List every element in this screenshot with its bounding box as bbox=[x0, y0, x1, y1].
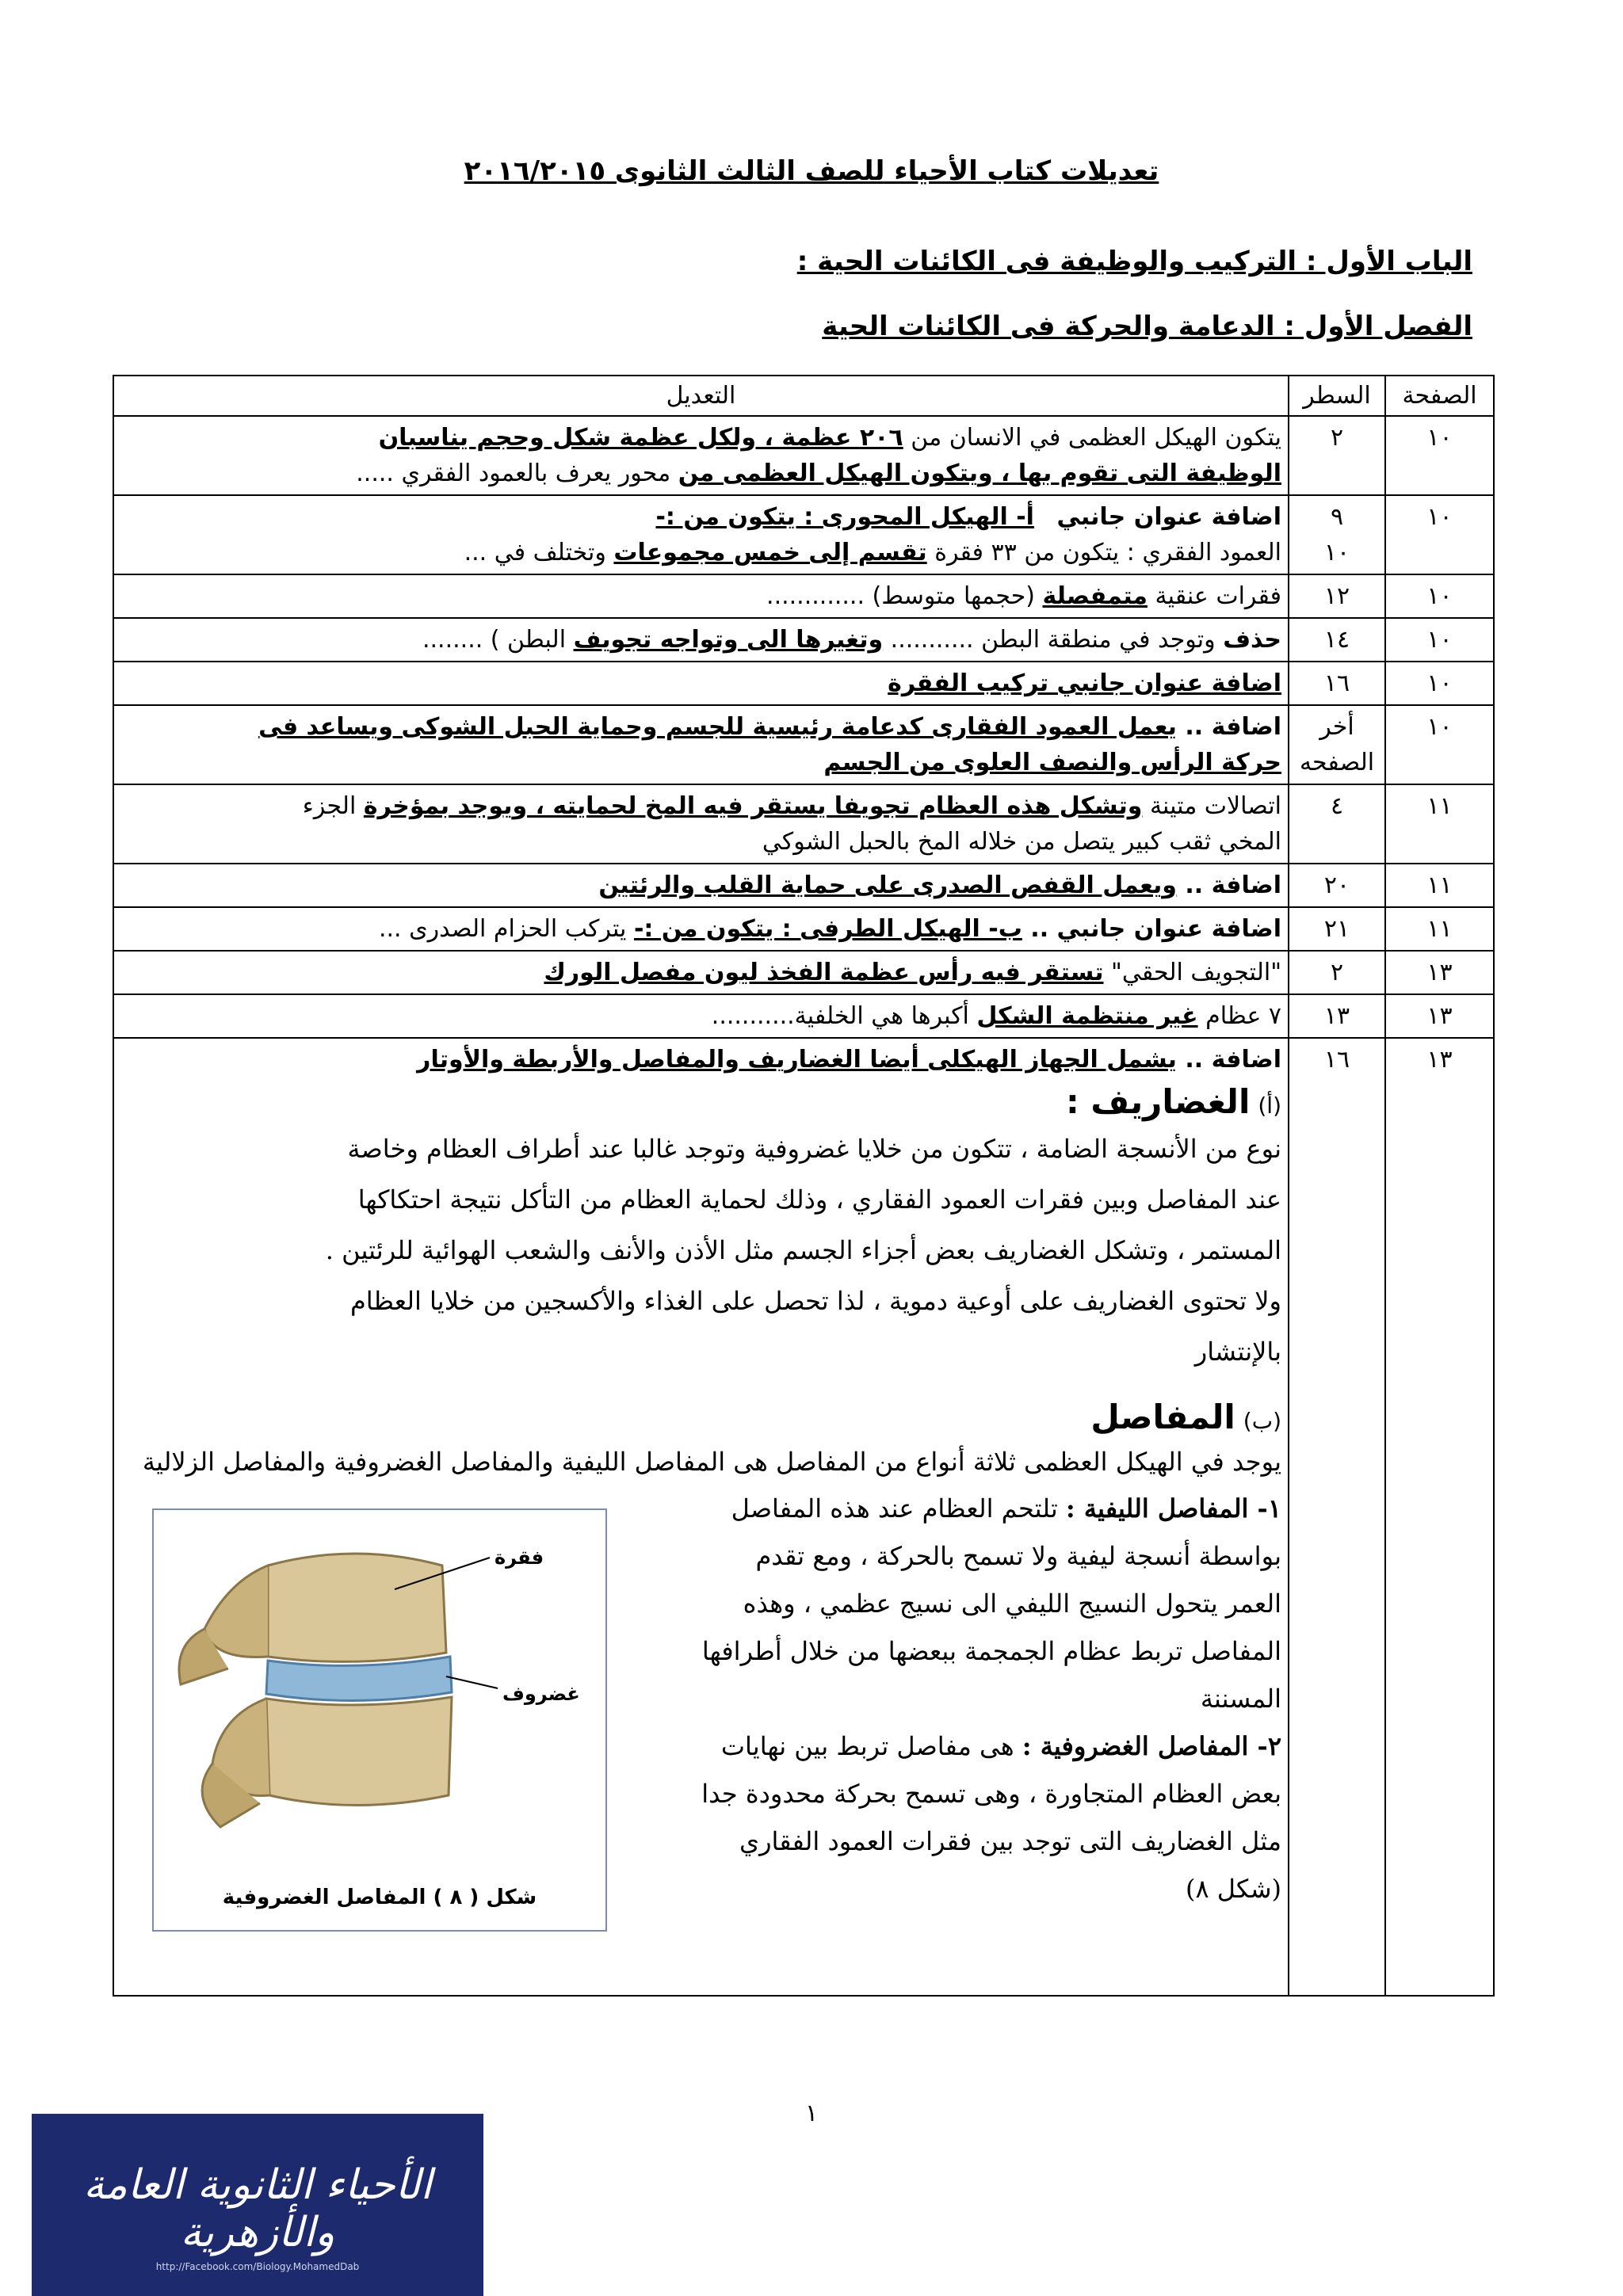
text-plain: العمود الفقري : يتكون من ٣٣ فقرة bbox=[926, 539, 1281, 566]
cell-line: ٢١ bbox=[1289, 907, 1385, 951]
cell-page: ١٠ bbox=[1385, 662, 1494, 705]
joints-types bbox=[120, 1485, 1281, 1992]
fibrous-text: تلتحم العظام عند هذه المفاصل بواسطة أنسجة ليفية ولا تسمح بالحركة ، ومع تقدم العمر يتحول النسيج الليفي الى نسيج عظمي ، وهذه المفاصل تربط عظام الجمجمة ببعضها من خلال أطرافها المسننة bbox=[701, 1493, 1281, 1714]
cell-line: ١٢ bbox=[1289, 574, 1385, 618]
cell-page: ١٠ bbox=[1385, 416, 1494, 495]
figure-caption: شكل ( ٨ ) المفاصل الغضروفية bbox=[222, 1886, 537, 1909]
label-vertebra: فقرة bbox=[495, 1547, 544, 1569]
joints-intro: يوجد في الهيكل العظمى ثلاثة أنواع من المفاصل هى المفاصل الليفية والمفاصل الغضروفية والمفاصل الزلالية bbox=[142, 1447, 1281, 1477]
text-plain: فقرات عنقية bbox=[1148, 582, 1281, 610]
text-plain: يتركب الحزام الصدرى ... bbox=[378, 915, 634, 943]
text-added: تقسم إلى خمس مجموعات bbox=[613, 539, 927, 566]
cartilaginous-joint-figure bbox=[152, 1508, 607, 1932]
text-plain: وتوجد في منطقة البطن ........... bbox=[883, 626, 1224, 654]
text-added: ويعمل القفص الصدرى على حماية القلب والرئتين bbox=[598, 871, 1177, 899]
cell-line: ١٣ bbox=[1289, 994, 1385, 1038]
line-number: ٩ bbox=[1330, 503, 1344, 531]
table-header-row bbox=[113, 376, 1494, 416]
joint-list bbox=[695, 1485, 1281, 1913]
text-added: يشمل الجهاز الهيكلى أيضا الغضاريف والمفاصل والأربطة والأوتار bbox=[417, 1046, 1177, 1074]
cell-modification bbox=[113, 495, 1289, 574]
cell-line bbox=[1289, 495, 1385, 574]
text-instruction: اضافة عنوان جانبي bbox=[1056, 503, 1281, 531]
text-plain: "التجويف الحقي" bbox=[1103, 959, 1281, 986]
text-instruction: حذف bbox=[1223, 626, 1281, 654]
table-row bbox=[113, 784, 1494, 864]
fibrous-joints bbox=[695, 1485, 1281, 1722]
text-plain: محور يعرف بالعمود الفقري ..... bbox=[356, 460, 678, 487]
text-plain: ٧ عظام bbox=[1197, 1002, 1281, 1030]
text-added: تستقر فيه رأس عظمة الفخذ ليون مفصل الورك bbox=[544, 959, 1104, 986]
cell-page: ١٠ bbox=[1385, 574, 1494, 618]
table-row bbox=[113, 662, 1494, 705]
header-page: الصفحة bbox=[1385, 376, 1494, 416]
joints-section-title bbox=[120, 1399, 1281, 1439]
site-logo bbox=[32, 2114, 483, 2296]
table-row bbox=[113, 574, 1494, 618]
header-modification: التعديل bbox=[113, 376, 1289, 416]
text-plain: البطن ) ........ bbox=[422, 626, 574, 654]
cartilage-section-title bbox=[120, 1084, 1281, 1123]
cell-modification bbox=[113, 1038, 1289, 1996]
table-row bbox=[113, 907, 1494, 951]
chapter-heading: الفصل الأول : الدعامة والحركة فى الكائنات الحية bbox=[822, 311, 1472, 342]
cell-line: ١٦ bbox=[1289, 1038, 1385, 1996]
text-instruction: اضافة عنوان جانبي .. bbox=[1022, 915, 1281, 943]
paragraph-line: نوع من الأنسجة الضامة ، تتكون من خلايا غضروفية وتوجد غالبا عند أطراف العظام وخاصة bbox=[347, 1134, 1281, 1164]
cell-modification bbox=[113, 618, 1289, 662]
section-letter: (أ) bbox=[1258, 1093, 1281, 1119]
text-added: الوظيفة التى تقوم بها ، ويتكون الهيكل العظمى من bbox=[678, 460, 1281, 487]
text-added: وتشكل هذه العظام تجويفا يستقر فيه المخ لحمايته ، ويوجد بمؤخرة bbox=[363, 792, 1143, 820]
text-plain: اتصالات متينة bbox=[1142, 792, 1281, 820]
cell-modification bbox=[113, 784, 1289, 864]
modifications-table bbox=[113, 375, 1495, 1997]
text-added: ٢٠٦ عظمة ، ولكل عظمة شكل وحجم يناسبان bbox=[378, 424, 903, 452]
text-added: متمفصلة bbox=[1042, 582, 1148, 610]
text-plain: أكبرها هي الخلفية........... bbox=[711, 1002, 977, 1030]
text-instruction: اضافة .. bbox=[1176, 1046, 1281, 1074]
cell-page: ١٠ bbox=[1385, 618, 1494, 662]
text-added: وتغيرها الى وتواجه تجويف bbox=[573, 626, 884, 654]
cell-modification bbox=[113, 416, 1289, 495]
cell-modification bbox=[113, 574, 1289, 618]
section-title-text: الغضاريف : bbox=[1065, 1082, 1251, 1121]
text-added: يعمل العمود الفقارى كدعامة رئيسية للجسم وحماية الحبل الشوكى ويساعد فى bbox=[258, 713, 1177, 741]
cartilaginous-title: ٢- المفاصل الغضروفية : bbox=[1022, 1731, 1281, 1761]
text-plain: (حجمها متوسط) ............. bbox=[766, 582, 1043, 610]
cell-modification bbox=[113, 951, 1289, 994]
cell-modification bbox=[113, 994, 1289, 1038]
table-row bbox=[113, 864, 1494, 907]
text-added: اضافة عنوان جانبي تركيب الفقرة bbox=[888, 669, 1281, 697]
cell-page: ١٠ bbox=[1385, 495, 1494, 574]
page-number: ١ bbox=[804, 2100, 819, 2127]
cell-modification bbox=[113, 907, 1289, 951]
text-plain: وتختلف في ... bbox=[464, 539, 614, 566]
cell-line: ٢ bbox=[1289, 416, 1385, 495]
line-number: الصفحه bbox=[1299, 749, 1375, 776]
cartilaginous-joints bbox=[695, 1722, 1281, 1913]
cell-line: ١٤ bbox=[1289, 618, 1385, 662]
text-instruction: اضافة .. bbox=[1176, 713, 1281, 741]
line-number: ١٠ bbox=[1323, 539, 1350, 566]
section-letter: (ب) bbox=[1243, 1408, 1281, 1434]
text-plain: يتكون الهيكل العظمى في الانسان من bbox=[903, 424, 1281, 452]
section-title-text: المفاصل bbox=[1090, 1398, 1235, 1436]
part-heading: الباب الأول : التركيب والوظيفة فى الكائنات الحية : bbox=[796, 246, 1472, 277]
cell-modification bbox=[113, 662, 1289, 705]
cell-page: ١٣ bbox=[1385, 1038, 1494, 1996]
text-added: غير منتظمة الشكل bbox=[976, 1002, 1198, 1030]
cell-page: ١٠ bbox=[1385, 705, 1494, 784]
cell-page: ١٣ bbox=[1385, 994, 1494, 1038]
fibrous-title: ١- المفاصل الليفية : bbox=[1065, 1493, 1281, 1524]
table-row bbox=[113, 618, 1494, 662]
cell-line: ٢ bbox=[1289, 951, 1385, 994]
cartilaginous-text: هى مفاصل تربط بين نهايات بعض العظام المتجاورة ، وهى تسمح بحركة محدودة جدا مثل الغضاريف التى توجد بين فقرات العمود الفقاري (شكل ٨) bbox=[701, 1731, 1281, 1904]
table-row bbox=[113, 951, 1494, 994]
cell-page: ١١ bbox=[1385, 784, 1494, 864]
line-number: أخر bbox=[1319, 713, 1354, 741]
text-plain: الجزء bbox=[302, 792, 364, 820]
cell-line: ٢٠ bbox=[1289, 864, 1385, 907]
text-added: حركة الرأس والنصف العلوى من الجسم bbox=[823, 749, 1281, 776]
cell-modification bbox=[113, 705, 1289, 784]
text-plain: المخي ثقب كبير يتصل من خلاله المخ بالحبل الشوكي bbox=[762, 828, 1281, 856]
logo-text: الأحياء الثانوية العامة والأزهرية bbox=[83, 2161, 432, 2256]
page-title: تعديلات كتاب الأحياء للصف الثالث الثانوى ٢٠١٦/٢٠١٥ bbox=[464, 155, 1159, 187]
paragraph-line: عند المفاصل وبين فقرات العمود الفقاري ، وذلك لحماية العظام من التأكل نتيجة احتكاكها bbox=[357, 1184, 1281, 1215]
cell-modification bbox=[113, 864, 1289, 907]
table-row bbox=[113, 994, 1494, 1038]
label-cartilage: غضروف bbox=[502, 1683, 580, 1705]
text-added: أ- الهيكل المحورى : يتكون من :- bbox=[655, 503, 1034, 531]
cell-line: ١٦ bbox=[1289, 662, 1385, 705]
paragraph-line: المستمر ، وتشكل الغضاريف بعض أجزاء الجسم مثل الأذن والأنف والشعب الهوائية للرئتين . bbox=[325, 1235, 1281, 1265]
table-row bbox=[113, 416, 1494, 495]
cell-line: ٤ bbox=[1289, 784, 1385, 864]
paragraph-line: بالإنتشار bbox=[1194, 1337, 1281, 1367]
cell-page: ١١ bbox=[1385, 864, 1494, 907]
paragraph-line: ولا تحتوى الغضاريف على أوعية دموية ، لذا تحصل على الغذاء والأكسجين من خلايا العظام bbox=[349, 1286, 1281, 1316]
text-instruction: اضافة .. bbox=[1176, 871, 1281, 899]
table-row bbox=[113, 495, 1494, 574]
table-row bbox=[113, 705, 1494, 784]
cell-line bbox=[1289, 705, 1385, 784]
logo-url: http://Facebook.com/Biology.MohamedDab bbox=[155, 2261, 360, 2272]
cartilage-paragraph bbox=[120, 1123, 1281, 1377]
header-line: السطر bbox=[1289, 376, 1385, 416]
table-row bbox=[113, 1038, 1494, 1996]
cell-page: ١١ bbox=[1385, 907, 1494, 951]
text-added: ب- الهيكل الطرفى : يتكون من :- bbox=[633, 915, 1022, 943]
cell-page: ١٣ bbox=[1385, 951, 1494, 994]
